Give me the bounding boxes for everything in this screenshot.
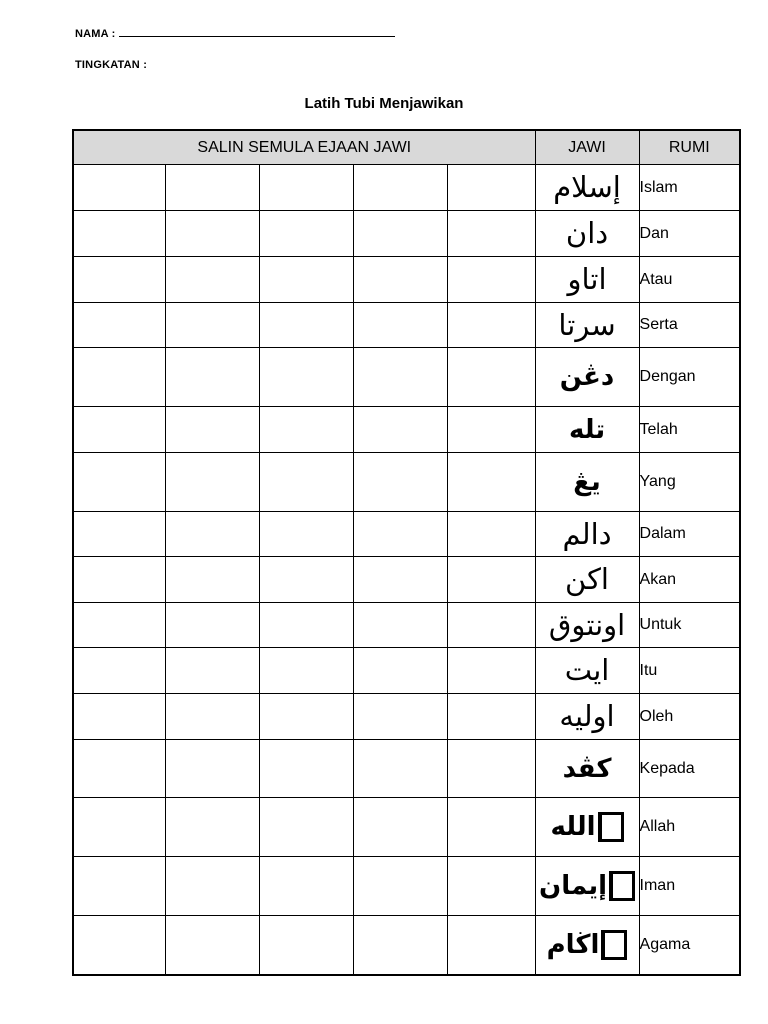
copy-practice-cell[interactable] bbox=[165, 557, 259, 603]
table-row bbox=[73, 648, 740, 694]
copy-practice-cell[interactable] bbox=[259, 211, 353, 257]
jawi-word-cell bbox=[535, 798, 639, 857]
rumi-word-cell: Oleh bbox=[639, 694, 740, 740]
rumi-word-cell: Dan bbox=[639, 211, 740, 257]
copy-practice-cell[interactable] bbox=[447, 648, 535, 694]
jawi-word-cell bbox=[535, 303, 639, 348]
rumi-word-cell: Atau bbox=[639, 257, 740, 303]
table-row bbox=[73, 603, 740, 648]
copy-practice-cell[interactable] bbox=[447, 407, 535, 453]
copy-practice-cell[interactable] bbox=[353, 557, 447, 603]
table-row bbox=[73, 453, 740, 512]
copy-practice-cell[interactable] bbox=[447, 857, 535, 916]
copy-practice-cell[interactable] bbox=[353, 916, 447, 975]
rumi-word-cell: Serta bbox=[639, 303, 740, 348]
name-blank-line[interactable] bbox=[119, 27, 395, 37]
copy-practice-cell[interactable] bbox=[447, 916, 535, 975]
rumi-column-header: RUMI bbox=[639, 130, 740, 165]
copy-practice-cell[interactable] bbox=[259, 798, 353, 857]
table-row bbox=[73, 694, 740, 740]
jawi-word: اونتوق bbox=[548, 607, 626, 642]
rumi-word-cell: Agama bbox=[639, 916, 740, 975]
square-box-icon bbox=[598, 812, 624, 842]
copy-practice-cell[interactable] bbox=[73, 916, 165, 975]
form-level-field[interactable] bbox=[75, 59, 147, 71]
copy-practice-cell[interactable] bbox=[353, 348, 447, 407]
jawi-word: كڤد bbox=[562, 753, 612, 784]
rumi-word-cell: Untuk bbox=[639, 603, 740, 648]
copy-practice-cell[interactable] bbox=[73, 603, 165, 648]
copy-practice-cell[interactable] bbox=[165, 303, 259, 348]
copy-practice-cell[interactable] bbox=[447, 557, 535, 603]
table-row bbox=[73, 165, 740, 211]
copy-practice-cell[interactable] bbox=[353, 694, 447, 740]
rumi-word-cell: Islam bbox=[639, 165, 740, 211]
copy-practice-cell[interactable] bbox=[353, 165, 447, 211]
copy-practice-cell[interactable] bbox=[447, 453, 535, 512]
rumi-word-cell: Yang bbox=[639, 453, 740, 512]
jawi-word: إيمان bbox=[539, 871, 608, 901]
copy-practice-cell[interactable] bbox=[447, 694, 535, 740]
form-level-label: TINGKATAN : bbox=[75, 59, 148, 71]
jawi-word-cell bbox=[535, 648, 639, 694]
copy-practice-cell[interactable] bbox=[259, 648, 353, 694]
copy-practice-cell[interactable] bbox=[165, 348, 259, 407]
copy-practice-cell[interactable] bbox=[73, 798, 165, 857]
jawi-word-cell bbox=[535, 694, 639, 740]
copy-practice-cell[interactable] bbox=[165, 165, 259, 211]
copy-practice-cell[interactable] bbox=[353, 857, 447, 916]
table-row bbox=[73, 512, 740, 557]
copy-practice-cell[interactable] bbox=[165, 211, 259, 257]
table-row bbox=[73, 303, 740, 348]
exercise-table bbox=[72, 129, 741, 976]
copy-column-header: SALIN SEMULA EJAAN JAWI bbox=[73, 130, 535, 165]
copy-practice-cell[interactable] bbox=[165, 798, 259, 857]
copy-practice-cell[interactable] bbox=[447, 603, 535, 648]
copy-practice-cell[interactable] bbox=[259, 916, 353, 975]
copy-practice-cell[interactable] bbox=[165, 257, 259, 303]
jawi-word-cell bbox=[535, 603, 639, 648]
table-row bbox=[73, 857, 740, 916]
jawi-word-cell bbox=[535, 211, 639, 257]
copy-practice-cell[interactable] bbox=[73, 512, 165, 557]
table-row bbox=[73, 257, 740, 303]
copy-practice-cell[interactable] bbox=[259, 303, 353, 348]
rumi-word-cell: Dalam bbox=[639, 512, 740, 557]
copy-practice-cell[interactable] bbox=[165, 512, 259, 557]
copy-practice-cell[interactable] bbox=[165, 603, 259, 648]
name-field[interactable] bbox=[75, 27, 395, 40]
copy-practice-cell[interactable] bbox=[353, 603, 447, 648]
jawi-word-cell bbox=[535, 165, 639, 211]
rumi-word-cell: Telah bbox=[639, 407, 740, 453]
rumi-word-cell: Akan bbox=[639, 557, 740, 603]
copy-practice-cell[interactable] bbox=[259, 740, 353, 798]
copy-practice-cell[interactable] bbox=[353, 303, 447, 348]
rumi-word-cell: Allah bbox=[639, 798, 740, 857]
copy-practice-cell[interactable] bbox=[447, 303, 535, 348]
copy-practice-cell[interactable] bbox=[259, 512, 353, 557]
copy-practice-cell[interactable] bbox=[165, 453, 259, 512]
table-row bbox=[73, 798, 740, 857]
square-box-icon bbox=[609, 871, 635, 901]
copy-practice-cell[interactable] bbox=[353, 407, 447, 453]
rumi-word-cell: Itu bbox=[639, 648, 740, 694]
table-row bbox=[73, 407, 740, 453]
copy-practice-cell[interactable] bbox=[259, 257, 353, 303]
copy-practice-cell[interactable] bbox=[73, 557, 165, 603]
table-row bbox=[73, 740, 740, 798]
copy-practice-cell[interactable] bbox=[353, 512, 447, 557]
copy-practice-cell[interactable] bbox=[73, 453, 165, 512]
table-row bbox=[73, 211, 740, 257]
jawi-word-cell bbox=[535, 257, 639, 303]
jawi-word-cell bbox=[535, 348, 639, 407]
copy-practice-cell[interactable] bbox=[73, 407, 165, 453]
rumi-word-cell: Dengan bbox=[639, 348, 740, 407]
copy-practice-cell[interactable] bbox=[165, 407, 259, 453]
copy-practice-cell[interactable] bbox=[73, 211, 165, 257]
copy-practice-cell[interactable] bbox=[259, 165, 353, 211]
copy-practice-cell[interactable] bbox=[353, 740, 447, 798]
copy-practice-cell[interactable] bbox=[73, 740, 165, 798]
copy-practice-cell[interactable] bbox=[73, 348, 165, 407]
copy-practice-cell[interactable] bbox=[73, 257, 165, 303]
jawi-word-cell bbox=[535, 740, 639, 798]
jawi-word: دالم bbox=[562, 516, 612, 551]
copy-practice-cell[interactable] bbox=[353, 453, 447, 512]
jawi-word: اكن bbox=[565, 562, 609, 596]
name-label: NAMA : bbox=[75, 28, 116, 40]
copy-practice-cell[interactable] bbox=[447, 798, 535, 857]
copy-practice-cell[interactable] bbox=[165, 694, 259, 740]
table-row bbox=[73, 916, 740, 975]
jawi-word: تله bbox=[568, 414, 606, 445]
copy-practice-cell[interactable] bbox=[447, 257, 535, 303]
copy-practice-cell[interactable] bbox=[259, 348, 353, 407]
page-title: Latih Tubi Menjawikan bbox=[304, 95, 464, 112]
copy-practice-cell[interactable] bbox=[165, 916, 259, 975]
copy-practice-cell[interactable] bbox=[447, 740, 535, 798]
jawi-word-cell bbox=[535, 453, 639, 512]
jawi-word: الله bbox=[550, 812, 596, 842]
table-row bbox=[73, 348, 740, 407]
copy-practice-cell[interactable] bbox=[259, 407, 353, 453]
jawi-word: دڠن bbox=[559, 362, 615, 392]
table-row bbox=[73, 557, 740, 603]
copy-practice-cell[interactable] bbox=[353, 257, 447, 303]
jawi-word: سرتا bbox=[558, 307, 616, 342]
copy-practice-cell[interactable] bbox=[447, 512, 535, 557]
jawi-column-header: JAWI bbox=[535, 130, 639, 165]
copy-practice-cell[interactable] bbox=[447, 348, 535, 407]
jawi-word: دان bbox=[565, 216, 609, 250]
jawi-word-cell bbox=[535, 857, 639, 916]
copy-practice-cell[interactable] bbox=[259, 453, 353, 512]
square-box-icon bbox=[601, 930, 627, 960]
copy-practice-cell[interactable] bbox=[165, 648, 259, 694]
copy-practice-cell[interactable] bbox=[353, 211, 447, 257]
copy-practice-cell[interactable] bbox=[447, 211, 535, 257]
copy-practice-cell[interactable] bbox=[165, 857, 259, 916]
copy-practice-cell[interactable] bbox=[259, 603, 353, 648]
jawi-word: إسلام bbox=[553, 170, 621, 204]
copy-practice-cell[interactable] bbox=[165, 740, 259, 798]
copy-practice-cell[interactable] bbox=[259, 557, 353, 603]
copy-practice-cell[interactable] bbox=[447, 165, 535, 211]
copy-practice-cell[interactable] bbox=[73, 857, 165, 916]
table-header-row bbox=[73, 130, 740, 165]
copy-practice-cell[interactable] bbox=[73, 165, 165, 211]
copy-practice-cell[interactable] bbox=[353, 648, 447, 694]
jawi-word-cell bbox=[535, 557, 639, 603]
copy-practice-cell[interactable] bbox=[73, 694, 165, 740]
jawi-word-cell bbox=[535, 407, 639, 453]
copy-practice-cell[interactable] bbox=[73, 303, 165, 348]
jawi-word: اڬام bbox=[546, 929, 600, 960]
rumi-word-cell: Kepada bbox=[639, 740, 740, 798]
jawi-word: اتاو bbox=[567, 262, 607, 296]
jawi-word: يڠ bbox=[573, 467, 601, 497]
copy-practice-cell[interactable] bbox=[73, 648, 165, 694]
rumi-word-cell: Iman bbox=[639, 857, 740, 916]
jawi-word-cell bbox=[535, 916, 639, 975]
jawi-word: ايت bbox=[564, 653, 610, 687]
copy-practice-cell[interactable] bbox=[259, 694, 353, 740]
jawi-word-cell bbox=[535, 512, 639, 557]
copy-practice-cell[interactable] bbox=[353, 798, 447, 857]
copy-practice-cell[interactable] bbox=[259, 857, 353, 916]
jawi-word: اوليه bbox=[559, 699, 615, 733]
